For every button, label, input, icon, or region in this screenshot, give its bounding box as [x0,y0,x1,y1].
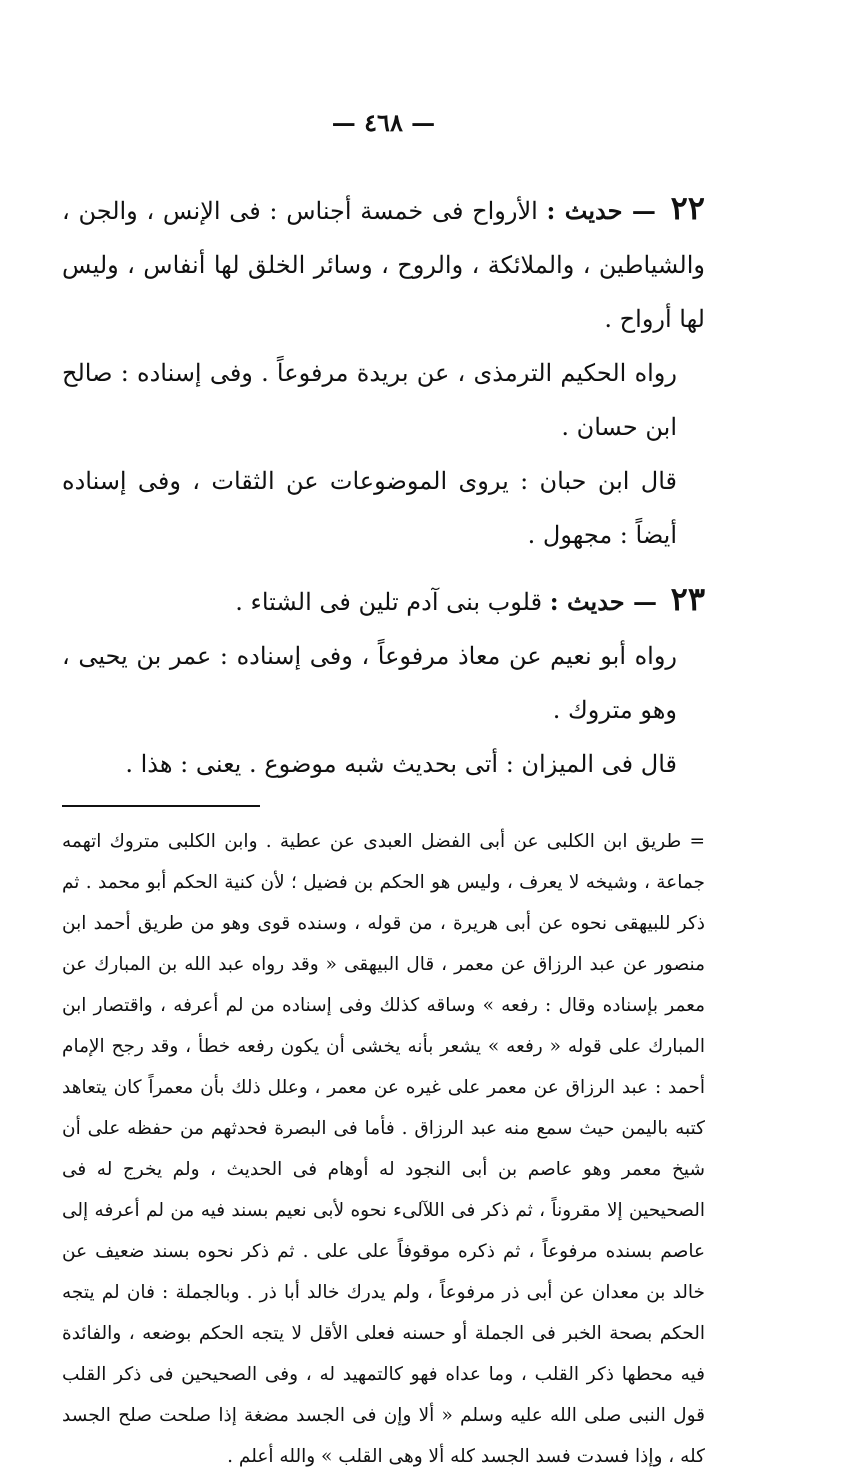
hadith-23 [62,572,705,629]
hadith-22 [62,181,705,346]
hadith-label: — حديث : [549,587,657,616]
footnote [62,821,705,1477]
hadith-note: رواه أبو نعيم عن معاذ مرفوعاً ، وفى إسناده : عمر بن يحيى ، وهو متروك . [62,642,677,724]
page-number: — ٤٦٨ — [331,108,436,137]
hadith-note: رواه الحكيم الترمذى ، عن بريدة مرفوعاً . وفى إسناده : صالح ابن حسان . [62,359,677,441]
main-text [62,181,705,791]
hadith-label: — حديث : [546,196,656,225]
hadith-text: الأرواح فى خمسة أجناس : فى الإنس ، والجن ، والشياطين ، والملائكة ، والروح ، وسائر الخلق لها أنفاس ، وليس لها أرواح . [62,197,705,333]
footnote-divider [62,805,260,807]
hadith-number: ٢٣ [670,580,705,618]
footnote-text: = طريق ابن الكلبى عن أبى الفضل العبدى عن عطية . وابن الكلبى متروك اتهمه جماعة ، وشيخه لا يعرف ، وليس هو الحكم بن فضيل ؛ لأن كنية الحكم أبو محمد . ثم ذكر للبيهقى نحوه عن أبى هريرة ، من قوله ، وسنده قوى وهو من طريق أحمد ابن منصور عن عبد الرزاق عن معمر ، قال البيهقى « وقد رواه عبد الله بن المبارك عن معمر بإسناده وقال : رفعه » وساقه كذلك وفى إسناده من لم أعرفه ، واقتصار ابن المبارك على قوله « رفعه » يشعر بأنه يخشى أن يكون رفعه خطأ ، وقد رجح الإمام أحمد : عبد الرزاق عن معمر على غيره عن معمر ، وعلل ذلك بأن معمراً كان يتعاهد كتبه باليمن حيث سمع منه عبد الرزاق . فأما فى البصرة فحدثهم من حفظه على أن شيخ معمر وهو عاصم بن أبى النجود له أوهام فى الحديث ، ولم يخرج له فى الصحيحين إلا مقروناً ، ثم ذكر فى اللآلىء نحوه لأبى نعيم بسند فيه من لم أعرفه إلى عاصم بسنده مرفوعاً ، ثم ذكره موقوفاً على على . ثم ذكر نحوه بسند ضعيف عن خالد بن معدان عن أبى ذر مرفوعاً ، ولم يدرك خالد أبا ذر . وبالجملة : فان لم يتجه الحكم بصحة الخبر فى الجملة أو حسنه فعلى الأقل لا يتجه الحكم بوضعه ، والفائدة فيه محطها ذكر القلب ، وما عداه فهو كالتمهيد له ، وفى الصحيحين فى ذكر القلب قول النبى صلى الله عليه وسلم « ألا وإن فى الجسد مضغة إذا صلحت صلح الجسد كله ، وإذا فسدت فسد الجسد كله ألا وهى القلب » والله أعلم . [62,831,705,1467]
hadith-number: ٢٢ [670,189,705,227]
hadith-note: قال ابن حبان : يروى الموضوعات عن الثقات ، وفى إسناده أيضاً : مجهول . [62,467,677,549]
hadith-note: قال فى الميزان : أتى بحديث شبه موضوع . يعنى : هذا . [125,750,677,778]
hadith-text: قلوب بنى آدم تلين فى الشتاء . [235,588,543,616]
